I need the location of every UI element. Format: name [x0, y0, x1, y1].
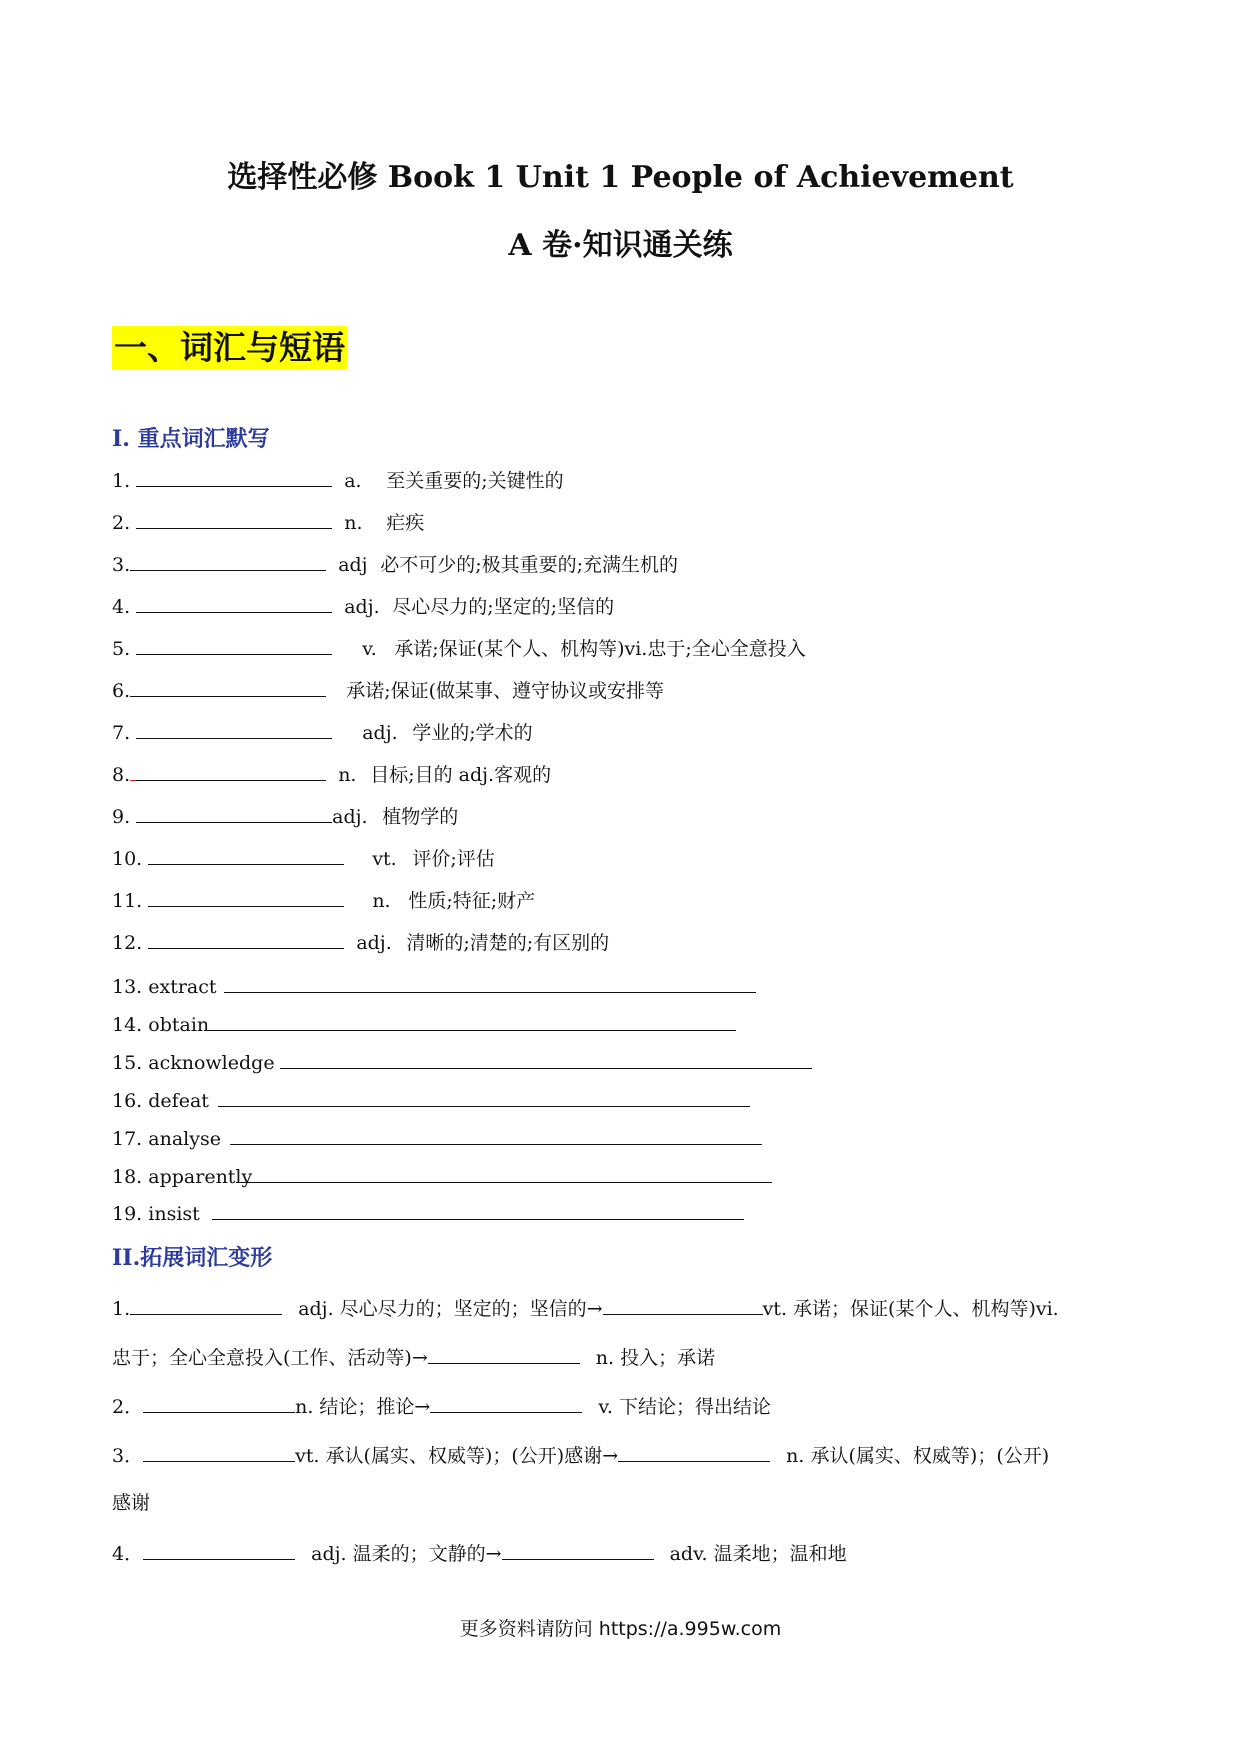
footer-link-text: 更多资料请防问 https://a.995w.com — [459, 1618, 782, 1640]
extension-item-2 — [112, 1392, 771, 1420]
part1-heading: I. 重点词汇默写 — [112, 426, 270, 452]
answer-blank — [148, 928, 344, 949]
vocab-item — [112, 802, 458, 830]
item-meaning: 承诺;保证(某个人、机构等)vi.忠于;全心全意投入 — [394, 638, 806, 660]
item-number: 6. — [112, 680, 131, 702]
item-text: n. 结论；推论→ — [295, 1396, 431, 1418]
item-number: 7. — [112, 722, 137, 744]
answer-blank — [136, 508, 332, 529]
word-label: 19. insist — [112, 1203, 200, 1225]
answer-blank — [240, 1162, 772, 1183]
part-of-speech: n. — [338, 764, 357, 786]
part-of-speech: adj — [338, 554, 368, 576]
answer-blank — [230, 1124, 762, 1145]
vocab-item — [112, 886, 535, 914]
answer-blank — [218, 1086, 750, 1107]
item-text: adj. 温柔的；文静的→ — [311, 1543, 502, 1565]
item-meaning: 尽心尽力的;坚定的;坚信的 — [392, 596, 615, 618]
item-number: 1. — [112, 470, 137, 492]
answer-blank — [143, 1539, 295, 1560]
item-number: 3． — [112, 1445, 144, 1467]
document-subtitle: A 卷·知识通关练 — [508, 228, 733, 263]
answer-blank — [136, 592, 332, 613]
word-item — [112, 1199, 744, 1227]
item-number: 4． — [112, 1543, 144, 1565]
answer-blank — [130, 676, 326, 697]
item-meaning: 清晰的;清楚的;有区别的 — [406, 932, 610, 954]
word-label: 13. extract — [112, 976, 217, 998]
vocab-item — [112, 718, 533, 746]
document-title: 选择性必修 Book 1 Unit 1 People of Achievement — [227, 160, 1014, 195]
item-text: adv. 温柔地；温和地 — [669, 1543, 847, 1565]
part-of-speech: n. — [372, 890, 391, 912]
item-meaning: 至关重要的;关键性的 — [386, 470, 564, 492]
item-meaning: 必不可少的;极其重要的;充满生机的 — [380, 554, 679, 576]
answer-blank — [603, 1294, 763, 1315]
answer-blank — [618, 1441, 770, 1462]
vocab-item — [112, 592, 614, 620]
answer-blank — [136, 634, 332, 655]
answer-blank — [224, 972, 756, 993]
vocab-item — [112, 466, 564, 494]
item-text: vt. 承诺；保证(某个人、机构等)vi. — [762, 1298, 1059, 1320]
word-item — [112, 972, 756, 1000]
answer-blank — [130, 550, 326, 571]
word-item — [112, 1124, 762, 1152]
vocab-item — [112, 550, 678, 578]
answer-blank — [430, 1392, 582, 1413]
item-text: 感谢 — [112, 1492, 151, 1514]
part-of-speech: vt. — [372, 848, 397, 870]
item-number: 4. — [112, 596, 137, 618]
item-meaning: 疟疾 — [386, 512, 425, 534]
vocab-item — [112, 844, 495, 872]
answer-blank — [204, 1010, 736, 1031]
part-of-speech: adj. — [356, 932, 392, 954]
item-text: v. 下结论；得出结论 — [598, 1396, 771, 1418]
item-meaning: 性质;特征;财产 — [408, 890, 536, 912]
item-number: 10. — [112, 848, 149, 870]
answer-blank — [136, 760, 326, 781]
answer-blank — [143, 1441, 295, 1462]
vocab-item — [112, 676, 664, 704]
answer-blank — [428, 1343, 580, 1364]
answer-blank — [502, 1539, 654, 1560]
item-number: 9. — [112, 806, 137, 828]
word-label: 18. apparently — [112, 1166, 253, 1188]
answer-blank — [136, 466, 332, 487]
word-item — [112, 1162, 772, 1190]
item-meaning: 评价;评估 — [412, 848, 495, 870]
word-item — [112, 1048, 812, 1076]
section-heading: 一、词汇与短语 — [112, 326, 347, 370]
part-of-speech: adj. — [362, 722, 398, 744]
item-number: 2. — [112, 512, 137, 534]
item-number: 2． — [112, 1396, 144, 1418]
vocab-item — [112, 760, 551, 788]
answer-blank — [136, 802, 332, 823]
item-number: 3. — [112, 554, 131, 576]
item-number: 11. — [112, 890, 149, 912]
answer-blank — [148, 886, 344, 907]
item-text: 忠于；全心全意投入(工作、活动等)→ — [112, 1347, 428, 1369]
part-of-speech: adj. — [332, 806, 368, 828]
answer-blank — [136, 718, 332, 739]
item-number: 8. — [112, 764, 131, 786]
word-label: 17. analyse — [112, 1128, 221, 1150]
item-meaning: 学业的;学术的 — [412, 722, 533, 744]
word-item — [112, 1010, 736, 1038]
item-meaning: 承诺;保证(做某事、遵守协议或安排等 — [346, 680, 665, 702]
extension-item-4 — [112, 1539, 847, 1567]
word-label: 15. acknowledge — [112, 1052, 275, 1074]
vocab-item — [112, 634, 806, 662]
extension-item-3-line1 — [112, 1441, 1049, 1469]
vocab-item — [112, 928, 609, 956]
part-of-speech: a. — [344, 470, 362, 492]
answer-blank — [143, 1392, 295, 1413]
part-of-speech: n. — [344, 512, 363, 534]
answer-blank — [212, 1199, 744, 1220]
part-of-speech: adj. — [344, 596, 380, 618]
item-text: adj. 尽心尽力的；坚定的；坚信的→ — [298, 1298, 603, 1320]
extension-item-1-line1 — [112, 1294, 1059, 1322]
part2-heading: II.拓展词汇变形 — [112, 1245, 273, 1271]
answer-blank — [130, 1294, 282, 1315]
extension-item-1-line2 — [112, 1343, 715, 1371]
answer-blank — [280, 1048, 812, 1069]
item-number: 1. — [112, 1298, 131, 1320]
item-meaning: 目标;目的 adj.客观的 — [370, 764, 552, 786]
item-text: n. 投入；承诺 — [595, 1347, 716, 1369]
word-label: 16. defeat — [112, 1090, 209, 1112]
word-label: 14. obtain — [112, 1014, 210, 1036]
item-number: 5. — [112, 638, 137, 660]
item-number: 12. — [112, 932, 149, 954]
item-text: vt. 承认(属实、权威等)；(公开)感谢→ — [295, 1445, 619, 1467]
item-text: n. 承认(属实、权威等)；(公开) — [786, 1445, 1050, 1467]
item-meaning: 植物学的 — [382, 806, 459, 828]
vocab-item — [112, 508, 424, 536]
answer-blank — [148, 844, 344, 865]
word-item — [112, 1086, 750, 1114]
extension-item-3-line2 — [112, 1490, 150, 1516]
part-of-speech: v. — [362, 638, 377, 660]
